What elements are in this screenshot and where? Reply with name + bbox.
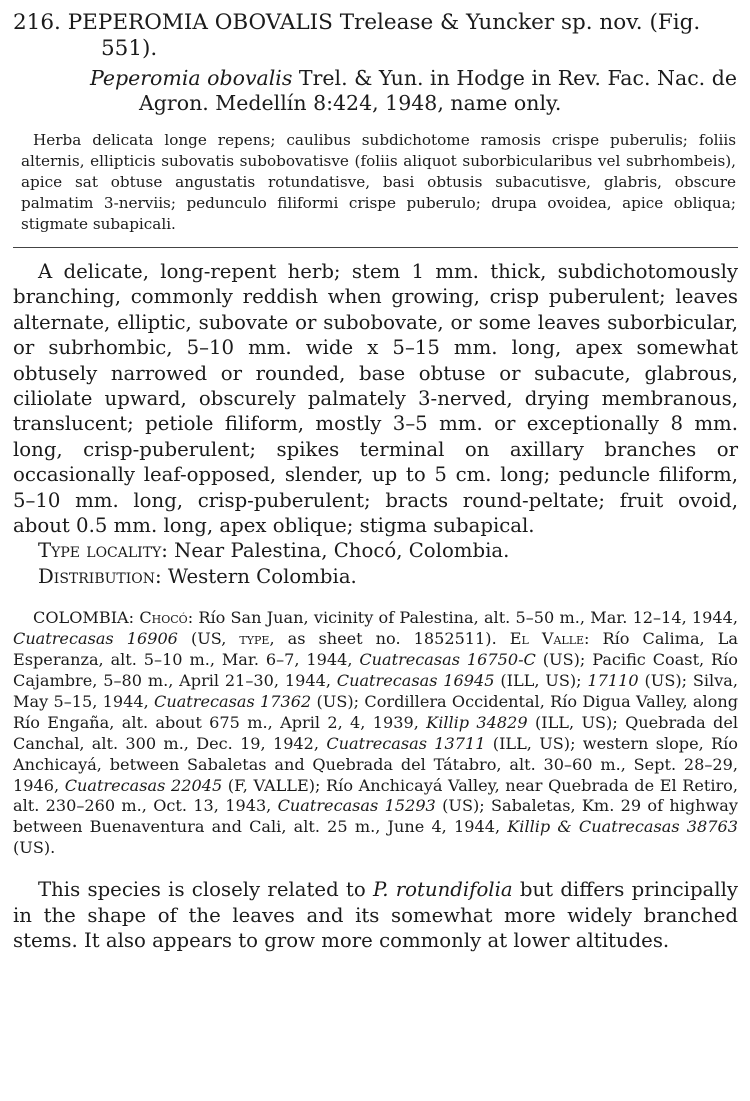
related-species-name: P. rotundifolia xyxy=(372,878,513,902)
synonym-reference: Trel. & Yun. in Hodge in Rev. Fac. Nac. de xyxy=(292,66,737,90)
document-page xyxy=(13,10,738,954)
type-locality xyxy=(13,538,738,563)
section-divider xyxy=(13,247,738,248)
synonym-name: Peperomia obovalis xyxy=(90,66,293,90)
distribution-label: Distribution xyxy=(38,564,155,588)
latin-diagnosis-text: Herba delicata longe repens; caulibus subdichotome ramosis crispe puberulis; foliis alternis, ellipticis subovatis subobovatisve (foliis aliquot suborbicularibus vel subrhombeis), apice sat obtuse angustatis rotundatisve, basi obtusis subacutisve, glabris, obscure palmatim 3-nerviis; pedunculo filiformi crispe puberulo; drupa ovoidea, apice obliqua; stigmate subapicali. xyxy=(21,131,736,233)
type-locality-value: : Near Palestina, Chocó, Colombia. xyxy=(161,539,510,563)
english-description-text: A delicate, long-repent herb; stem 1 mm. thick, subdichotomously branching, commonly reddish when growing, crisp puberulent; leaves alternate, elliptic, subovate or subobovate, or some leaves suborbicular, or subrhombic, 5–10 mm. wide x 5–15 mm. long, apex somewhat obtusely narrowed or rounded, base obtuse or subacute, glabrous, ciliolate upward, obscurely palmately 3-nerved, drying membranous, translucent; petiole filiform, mostly 3–5 mm. or exceptionally 8 mm. long, crisp-puberulent; spikes terminal on axillary branches or occasionally leaf-opposed, slender, up to 5 cm. long; peduncle filiform, 5–10 mm. long, crisp-puberulent; bracts round-peltate; fruit ovoid, about 0.5 mm. long, apex oblique; stigma subapical. xyxy=(13,260,738,538)
specimens-examined xyxy=(13,608,738,859)
distribution-value: : Western Colombia. xyxy=(155,564,357,588)
synonym-citation-continued: Agron. Medellín 8:424, 1948, name only. xyxy=(139,91,562,115)
discussion-text: This species is closely related to P. rotundifolia but differs principally in the shape of the leaves and its somewhat more widely branched stems. It also appears to grow more commonly at lower altitudes. xyxy=(13,878,738,953)
english-description xyxy=(13,259,738,538)
species-heading: 216. PEPEROMIA OBOVALIS Trelease & Yuncker sp. nov. (Fig. xyxy=(13,10,701,35)
type-locality-label: Type locality xyxy=(38,539,162,563)
latin-diagnosis xyxy=(13,130,738,235)
distribution xyxy=(13,564,738,589)
synonym-citation xyxy=(13,66,738,91)
species-heading-continued: 551). xyxy=(101,36,158,61)
discussion-note xyxy=(13,877,738,954)
specimen-list: COLOMBIA: Chocó: Río San Juan, vicinity of Palestina, alt. 5–50 m., Mar. 12–14, 1944, Cuatrecasas 16906 (US, type, as sheet no. 1852511). El Valle: Río Calima, La Esperanza, alt. 5–10 m., Mar. 6–7, 1944, Cuatrecasas 16750-C (US); Pacific Coast, Río Cajambre, 5–80 m., April 21–30, 1944, Cuatrecasas 16945 (ILL, US); 17110 (US); Silva, May 5–15, 1944, Cuatrecasas 17362 (US); Cordillera Occidental, Río Digua Valley, along Río Engaña, alt. about 675 m., April 2, 4, 1939, Killip 34829 (ILL, US); Quebrada del Canchal, alt. 300 m., Dec. 19, 1942, Cuatrecasas 13711 (ILL, US); western slope, Río Anchicayá, between Sabaletas and Quebrada del Tátabro, alt. 30–60 m., Sept. 28–29, 1946, Cuatrecasas 22045 (F, VALLE); Río Anchicayá Valley, near Quebrada de El Retiro, alt. 230–260 m., Oct. 13, 1943, Cuatrecasas 15293 (US); Sabaletas, Km. 29 of highway between Buenaventura and Cali, alt. 25 m., June 4, 1944, Killip & Cuatrecasas 38763 (US). xyxy=(13,608,739,858)
